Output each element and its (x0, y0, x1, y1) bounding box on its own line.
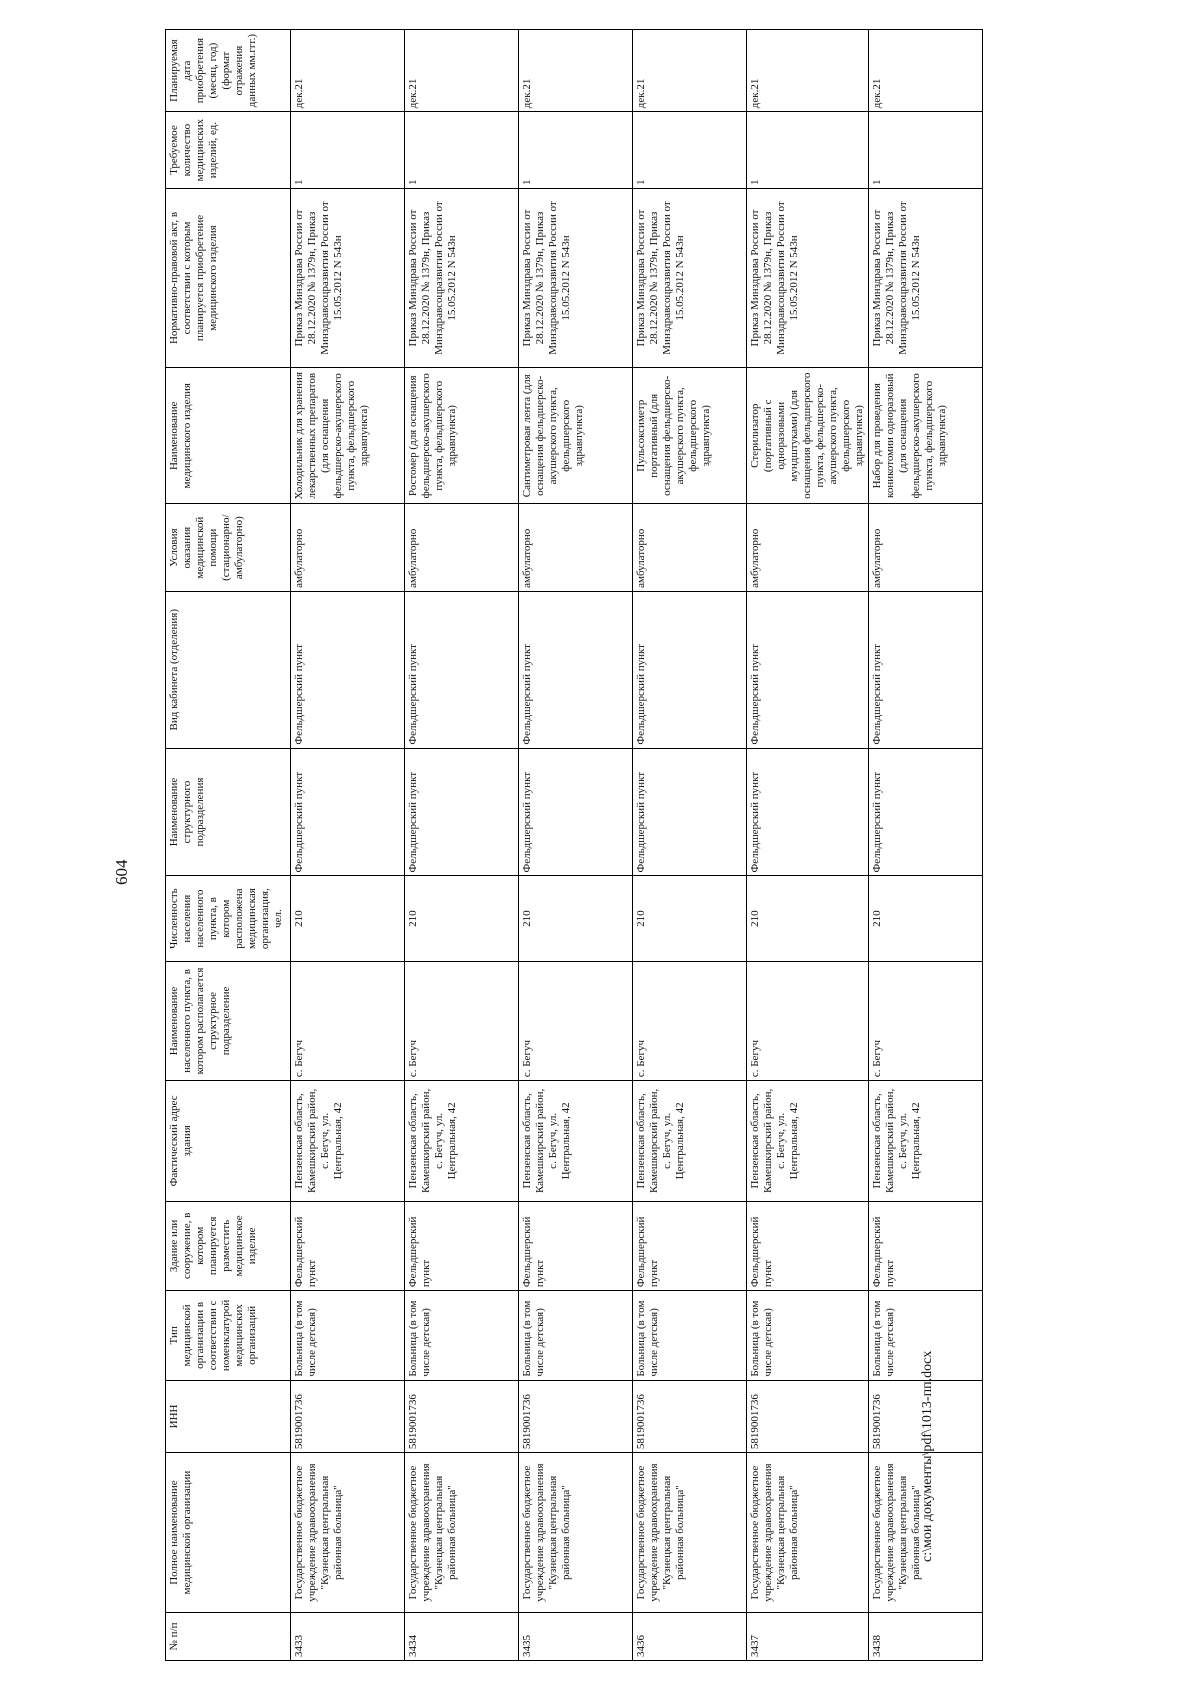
cell-inn: 5819001736 (519, 1380, 633, 1452)
cell-address: Пензенская область, Камешкирский район, с. Бегуч, ул. Центральная, 42 (747, 1081, 869, 1201)
table-row (291, 30, 405, 1661)
cell-settlement: с. Бегуч (405, 961, 519, 1080)
cell-cabinet-type: Фельдшерский пункт (747, 591, 869, 748)
cell-row-number: 3433 (291, 1613, 405, 1661)
cell-device-name: Холодильник для хранения лекарственных препаратов (для оснащения фельдшерско-акушерского пункта, фельдшерского здравпункта) (291, 368, 405, 504)
cell-building: Фельдшерский пункт (868, 1201, 982, 1291)
table-row (519, 30, 633, 1661)
cell-building: Фельдшерский пункт (405, 1201, 519, 1291)
cell-planned-date: дек.21 (633, 30, 747, 112)
cell-building: Фельдшерский пункт (519, 1201, 633, 1291)
cell-org-type: Больница (в том числе детская) (405, 1291, 519, 1381)
cell-org-name: Государственное бюджетное учреждение здравоохранения "Кузнецкая центральная районная больница" (291, 1453, 405, 1613)
cell-planned-date: дек.21 (747, 30, 869, 112)
column-header: Наименование населенного пункта, в котором располагается структурное подразделение (166, 961, 291, 1080)
table-row (405, 30, 519, 1661)
cell-org-type: Больница (в том числе детская) (633, 1291, 747, 1381)
cell-row-number: 3435 (519, 1613, 633, 1661)
cell-org-name: Государственное бюджетное учреждение здравоохранения "Кузнецкая центральная районная больница" (519, 1453, 633, 1613)
equipment-table (165, 29, 983, 1661)
cell-device-name: Сантиметровая лента (для оснащения фельдшерско-акушерского пункта, фельдшерского здравпункта) (519, 368, 633, 504)
table-row (633, 30, 747, 1661)
column-header: Вид кабинета (отделения) (166, 591, 291, 748)
cell-device-name: Ростомер (для оснащения фельдшерско-акушерского пункта, фельдшерского здравпункта) (405, 368, 519, 504)
cell-row-number: 3436 (633, 1613, 747, 1661)
cell-cabinet-type: Фельдшерский пункт (519, 591, 633, 748)
cell-population: 210 (633, 876, 747, 961)
cell-population: 210 (291, 876, 405, 961)
page-number: 604 (112, 859, 131, 885)
cell-population: 210 (405, 876, 519, 961)
cell-care-conditions: амбулаторно (747, 504, 869, 591)
cell-planned-date: дек.21 (868, 30, 982, 112)
cell-quantity: 1 (633, 112, 747, 189)
cell-org-type: Больница (в том числе детская) (291, 1291, 405, 1381)
column-header: Планируемая дата приобретения (месяц, год) (формат отражения данных мм.ггг.) (166, 30, 291, 112)
table-body (291, 30, 983, 1661)
cell-cabinet-type: Фельдшерский пункт (405, 591, 519, 748)
cell-address: Пензенская область, Камешкирский район, с. Бегуч, ул. Центральная, 42 (405, 1081, 519, 1201)
cell-legal-act: Приказ Минздрава России от 28.12.2020 № 1379н, Приказ Минздравсоцразвития России от 15.05.2012 N 543н (633, 188, 747, 367)
cell-row-number: 3438 (868, 1613, 982, 1661)
cell-address: Пензенская область, Камешкирский район, с. Бегуч, ул. Центральная, 42 (291, 1081, 405, 1201)
cell-org-name: Государственное бюджетное учреждение здравоохранения "Кузнецкая центральная районная больница" (868, 1453, 982, 1613)
cell-care-conditions: амбулаторно (633, 504, 747, 591)
cell-address: Пензенская область, Камешкирский район, с. Бегуч, ул. Центральная, 42 (633, 1081, 747, 1201)
cell-care-conditions: амбулаторно (519, 504, 633, 591)
cell-subdivision: Фельдшерский пункт (405, 748, 519, 876)
cell-subdivision: Фельдшерский пункт (747, 748, 869, 876)
cell-legal-act: Приказ Минздрава России от 28.12.2020 № 1379н, Приказ Минздравсоцразвития России от 15.05.2012 N 543н (747, 188, 869, 367)
cell-building: Фельдшерский пункт (633, 1201, 747, 1291)
cell-population: 210 (519, 876, 633, 961)
cell-settlement: с. Бегуч (519, 961, 633, 1080)
cell-cabinet-type: Фельдшерский пункт (633, 591, 747, 748)
column-header: Фактический адрес здания (166, 1081, 291, 1201)
cell-legal-act: Приказ Минздрава России от 28.12.2020 № 1379н, Приказ Минздравсоцразвития России от 15.05.2012 N 543н (519, 188, 633, 367)
cell-inn: 5819001736 (633, 1380, 747, 1452)
cell-building: Фельдшерский пункт (747, 1201, 869, 1291)
cell-planned-date: дек.21 (291, 30, 405, 112)
cell-subdivision: Фельдшерский пункт (633, 748, 747, 876)
column-header: № п/п (166, 1613, 291, 1661)
cell-quantity: 1 (747, 112, 869, 189)
cell-org-name: Государственное бюджетное учреждение здравоохранения "Кузнецкая центральная районная больница" (405, 1453, 519, 1613)
cell-quantity: 1 (868, 112, 982, 189)
footer-file-path: c:\мои документы\pdf\1013-пп.docx (920, 1350, 935, 1562)
cell-care-conditions: амбулаторно (291, 504, 405, 591)
cell-subdivision: Фельдшерский пункт (291, 748, 405, 876)
column-header: Условия оказания медицинской помощи (стационарно/амбулаторно) (166, 504, 291, 591)
column-header: Полное наименование медицинской организации (166, 1453, 291, 1613)
cell-org-type: Больница (в том числе детская) (868, 1291, 982, 1381)
cell-cabinet-type: Фельдшерский пункт (291, 591, 405, 748)
cell-row-number: 3434 (405, 1613, 519, 1661)
cell-planned-date: дек.21 (405, 30, 519, 112)
cell-address: Пензенская область, Камешкирский район, с. Бегуч, ул. Центральная, 42 (519, 1081, 633, 1201)
column-header: Требуемое количество медицинских изделий, ед. (166, 112, 291, 189)
column-header: Наименование структурного подразделения (166, 748, 291, 876)
cell-device-name: Пульсоксиметр портативный (для оснащения фельдшерско-акушерского пункта, фельдшерского здравпункта) (633, 368, 747, 504)
cell-inn: 5819001736 (291, 1380, 405, 1452)
column-header: Тип медицинской организации в соответствии с номенклатурой медицинских организаций (166, 1291, 291, 1381)
cell-org-type: Больница (в том числе детская) (519, 1291, 633, 1381)
table-row (747, 30, 869, 1661)
column-header: Наименование медицинского изделия (166, 368, 291, 504)
cell-subdivision: Фельдшерский пункт (868, 748, 982, 876)
column-header: Здание или сооружение, в котором планируется разместить медицинское изделие (166, 1201, 291, 1291)
cell-cabinet-type: Фельдшерский пункт (868, 591, 982, 748)
cell-subdivision: Фельдшерский пункт (519, 748, 633, 876)
cell-settlement: с. Бегуч (868, 961, 982, 1080)
cell-row-number: 3437 (747, 1613, 869, 1661)
cell-device-name: Набор для проведения коникотомии одноразовый (для оснащения фельдшерско-акушерского пункта, фельдшерского здравпункта) (868, 368, 982, 504)
cell-quantity: 1 (519, 112, 633, 189)
cell-legal-act: Приказ Минздрава России от 28.12.2020 № 1379н, Приказ Минздравсоцразвития России от 15.05.2012 N 543н (291, 188, 405, 367)
cell-quantity: 1 (291, 112, 405, 189)
column-header: Нормативно-правовой акт, в соответствии с которым планируется приобретение медицинского изделия (166, 188, 291, 367)
cell-settlement: с. Бегуч (291, 961, 405, 1080)
cell-legal-act: Приказ Минздрава России от 28.12.2020 № 1379н, Приказ Минздравсоцразвития России от 15.05.2012 N 543н (405, 188, 519, 367)
cell-care-conditions: амбулаторно (405, 504, 519, 591)
cell-care-conditions: амбулаторно (868, 504, 982, 591)
cell-org-name: Государственное бюджетное учреждение здравоохранения "Кузнецкая центральная районная больница" (633, 1453, 747, 1613)
cell-org-type: Больница (в том числе детская) (747, 1291, 869, 1381)
cell-inn: 5819001736 (868, 1380, 982, 1452)
cell-settlement: с. Бегуч (633, 961, 747, 1080)
cell-inn: 5819001736 (405, 1380, 519, 1452)
column-header: ИНН (166, 1380, 291, 1452)
cell-building: Фельдшерский пункт (291, 1201, 405, 1291)
cell-population: 210 (747, 876, 869, 961)
cell-settlement: с. Бегуч (747, 961, 869, 1080)
cell-org-name: Государственное бюджетное учреждение здравоохранения "Кузнецкая центральная районная больница" (747, 1453, 869, 1613)
cell-address: Пензенская область, Камешкирский район, с. Бегуч, ул. Центральная, 42 (868, 1081, 982, 1201)
cell-legal-act: Приказ Минздрава России от 28.12.2020 № 1379н, Приказ Минздравсоцразвития России от 15.05.2012 N 543н (868, 188, 982, 367)
cell-population: 210 (868, 876, 982, 961)
cell-inn: 5819001736 (747, 1380, 869, 1452)
column-header: Численность населения населенного пункта, в котором расположена медицинская организация, чел. (166, 876, 291, 961)
table-header-row (166, 30, 291, 1661)
cell-quantity: 1 (405, 112, 519, 189)
cell-planned-date: дек.21 (519, 30, 633, 112)
cell-device-name: Стерилизатор (портативный с одноразовыми мундштуками) (для оснащения фельдшерского пункта, фельдшерско-акушерского пункта, фельдшерского здравпункта) (747, 368, 869, 504)
